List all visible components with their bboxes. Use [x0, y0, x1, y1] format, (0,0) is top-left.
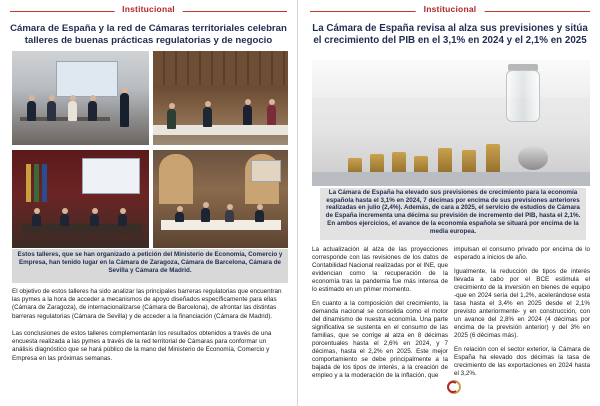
article-title: La Cámara de España revisa al alza sus previsiones y sitúa el crecimiento del PIB en el 3,1% en 2024 y el 2,1% en 2025: [312, 23, 588, 46]
photo-speakers-table: [153, 51, 288, 145]
hero-image-coins: [312, 60, 590, 186]
section-label: Institucional: [114, 4, 183, 14]
article-title: Cámara de España y la red de Cámaras territoriales celebran talleres de buenas prácticas regulatorias y de negocio: [10, 23, 287, 46]
camara-logo-icon: [447, 380, 461, 394]
column-right: [454, 246, 590, 378]
body-paragraph: El objetivo de estos talleres ha sido analizar las principales barreras regulatorias que encuentran las pymes a la hora de acceder a mecanismos de apoyo diseñados específicamente para ellas (Cámara de Zaragoza), de internacionalizarse (Cámara de Barcelona), de afrontar las distintas barreras regulatorias (Cámara de Sevilla) y de acceder a la financiación (Cámara de Madrid).: [12, 288, 282, 320]
photo-ornate-hall: [153, 150, 288, 248]
section-label: Institucional: [416, 4, 485, 14]
photo-dais-flags: [12, 150, 149, 248]
column-left: [312, 246, 448, 380]
left-page: [0, 0, 298, 406]
photo-panel-stage: [12, 51, 149, 145]
body-paragraph: Igualmente, la reducción de tipos de interés llevada a cabo por el BCE estimula el crecimiento de la inversión en bienes de equipo -que en 2024 sería del 1,2%, acelerándose esta tasa hasta el 3,4% en 2025 desde el 2,1% previsto anteriormente- y en construcción, con un avance del 2,8% en 2024 (4 décimas por encima de la previsión anterior) y del 3% en 2025 (6 décimas más).: [454, 268, 590, 339]
body-paragraph: En relación con el sector exterior, la Cámara de España ha elevado dos décimas la tasa de crecimiento de las exportaciones en 2024 hasta el 3,2%.: [454, 346, 590, 377]
body-paragraph: Las conclusiones de estos talleres complementarán los resultados obtenidos a través de una encuesta realizada a las pymes a través de la red territorial de Cámaras para conformar un análisis diagnóstico que se hará público de la mano del Ministerio de Economía, Comercio y Empresa en las próximas semanas.: [12, 330, 272, 362]
body-paragraph: impulsan el consumo privado por encima de lo esperado a inicios de año.: [454, 246, 590, 261]
photo-caption: Estos talleres, que se han organizado a petición del Ministerio de Economía, Comercio y Empresa, han tenido lugar en la Cámara de Zaragoza, Cámara de Barcelona, Cámara de Sevilla y Cámara de Madrid.: [12, 249, 288, 283]
body-paragraph: La actualización al alza de las proyecciones corresponde con las revisiones de los datos de Contabilidad Nacional realizadas por el INE, que evidencian como la recuperación de la economía tras la pandemia fue más intensa de lo estimado en un primer momento.: [312, 246, 448, 293]
lead-box: La Cámara de España ha elevado sus previsiones de crecimiento para la economía española hasta el 3,1% en 2024, 7 décimas por encima de sus previsiones anteriores realizadas en julio (2,4%). Además, de cara a 2025, el servicio de estudios de Cámara de España incrementa una décima su previsión de incremento del PIB, hasta el 2,1%. En ambos ejercicios, el avance de la economía española se situará por encima de la media europea.: [320, 188, 586, 240]
body-paragraph: En cuanto a la composición del crecimiento, la demanda nacional se consolida como el motor del dinamismo de nuestra economía. Una parte significativa se sustenta en el consumo de las familias, que se corrige al alza en 8 décimas porcentuales hasta el 2,6% en 2024, y 7 décimas, hasta el 2,2% en 2025. Este mejor comportamiento se debe principalmente a la bajada de los tipos de interés, a la creación de empleo y a la moderación de la inflación, que: [312, 300, 448, 379]
